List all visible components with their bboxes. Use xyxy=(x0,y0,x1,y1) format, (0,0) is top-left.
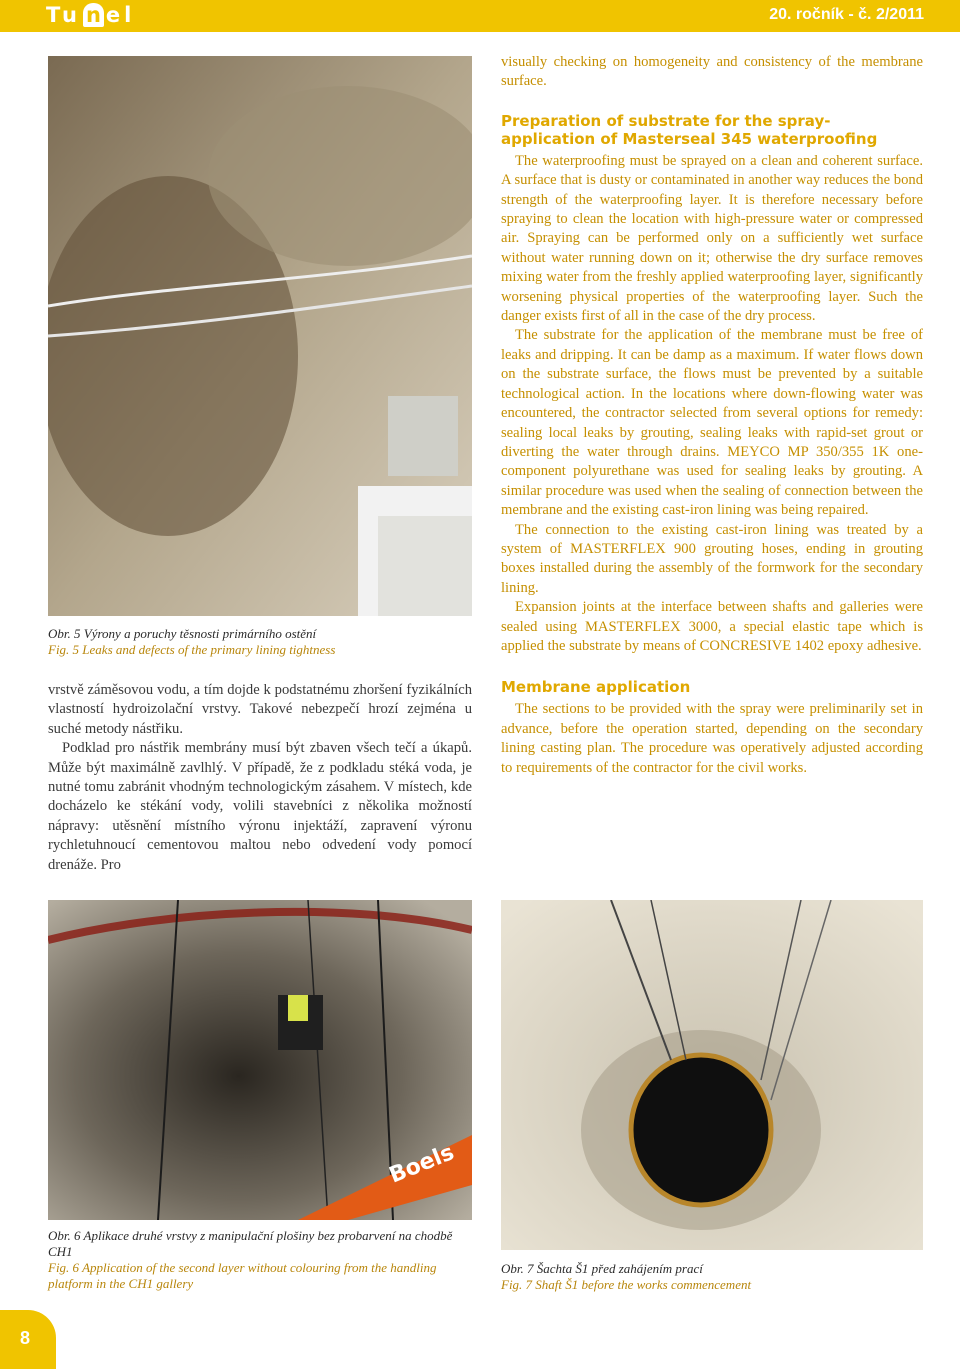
fig5-caption-en: Fig. 5 Leaks and defects of the primary lining tightness xyxy=(48,642,336,657)
right-column xyxy=(501,53,923,778)
left-column xyxy=(48,681,472,875)
right-paragraph-2: The substrate for the application of the membrane must be free of leaks and dripping. It can be damp as a maximum. If water flows down on the substrate surface, the flows must be prevented by a suitable technological action. In the locations where down-flowing water was encountered, the contractor selected from several options for remedy: sealing local leaks by grouting, sealing leaks with rapid-set grout or diverting the water through drains. MEYCO MP 350/355 1K one-component polyurethane was used for sealing leaks by grouting. A similar procedure was used when the sealing of connection between the membrane and the existing cast-iron lining was being repaired. xyxy=(501,327,923,519)
fig5-caption-cz: Obr. 5 Výrony a poruchy těsnosti primárního ostění xyxy=(48,626,317,641)
left-paragraph-2: Podklad pro nástřik membrány musí být zbaven všech tečí a úkapů. Může být maximálně zavlhlý. V případě, že z podkladu stéká voda, je nutné tomu zabránit vhodným technologickým zásahem. V místech, kde docházelo ke stékání vody, volili stavebníci z několika možností nápravy: utěsnění místního výronu injektáží, zapravení výronu rychletuhnoucí cementovou maltou nebo odvedení vody pomocí drenáže. Pro xyxy=(48,740,472,873)
right-paragraph-0: visually checking on homogeneity and consistency of the membrane surface. xyxy=(501,54,923,90)
section-heading-preparation: Preparation of substrate for the spray-application of Masterseal 345 waterproofing xyxy=(501,111,878,148)
page-number-tab xyxy=(0,1310,56,1369)
fig6-photo xyxy=(48,900,472,1220)
issue-label: 20. ročník - č. 2/2011 xyxy=(769,6,924,23)
section-heading-membrane: Membrane application xyxy=(501,678,691,697)
header-bar xyxy=(0,0,960,32)
fig7-caption-en: Fig. 7 Shaft Š1 before the works commencement xyxy=(501,1277,752,1292)
page-number: 8 xyxy=(20,1328,31,1348)
fig5-caption xyxy=(48,626,478,658)
fig7-caption-cz: Obr. 7 Šachta Š1 před zahájením prací xyxy=(501,1261,703,1276)
fig6-caption-en: Fig. 6 Application of the second layer without colouring from the handling platform in the CH1 gallery xyxy=(48,1260,437,1291)
logo-text-left: Tu xyxy=(46,3,81,27)
fig6-caption-cz: Obr. 6 Aplikace druhé vrstvy z manipulační plošiny bez probarvení na chodbě CH1 xyxy=(48,1228,453,1259)
platform-label: Boels xyxy=(385,1140,458,1189)
fig7-photo xyxy=(501,900,923,1250)
right-paragraph-3: The connection to the existing cast-iron lining was treated by a system of MASTERFLEX 900 grouting hoses, ending in grouting boxes installed during the assembly of the formwork for the secondary lining. xyxy=(501,521,923,596)
right-paragraph-4: Expansion joints at the interface between shafts and galleries were sealed using MASTERFLEX 3000, a special elastic tape which is applied the substrate by means of CONCRESIVE 1402 epoxy adhesive. xyxy=(501,599,923,654)
right-paragraph-5: The sections to be provided with the spray were preliminarily set in advance, before the operation started, depending on the secondary lining casting plan. The procedure was operatively adjusted according to requirements of the contractor for the civil works. xyxy=(501,701,923,776)
left-paragraph-1: vrstvě záměsovou vodu, a tím dojde k podstatnému zhoršení fyzikálních vlastností hydroizolační vrstvy. Takové nebezpečí hrozí zejména u suché metody nástřiku. xyxy=(48,682,472,737)
logo-text-right: el xyxy=(105,3,136,27)
fig7-caption xyxy=(501,1261,923,1293)
journal-logo xyxy=(46,3,135,27)
fig6-caption xyxy=(48,1228,472,1292)
logo-text-mid: n xyxy=(83,3,104,27)
fig5-photo xyxy=(48,56,472,616)
right-paragraph-1: The waterproofing must be sprayed on a clean and coherent surface. A surface that is dusty or contaminated in another way reduces the bond strength of the waterproofing layer. It is therefore necessary before spraying to clean the location with high-pressure water or compressed air. Spraying can be performed only on a sufficiently wet surface without water running down on it; otherwise the dry surface removes mixing water from the freshly applied waterproofing layer, significantly worsening physical properties of the waterproofing layer. Such the danger exists first of all in the case of the dry process. xyxy=(501,152,923,325)
